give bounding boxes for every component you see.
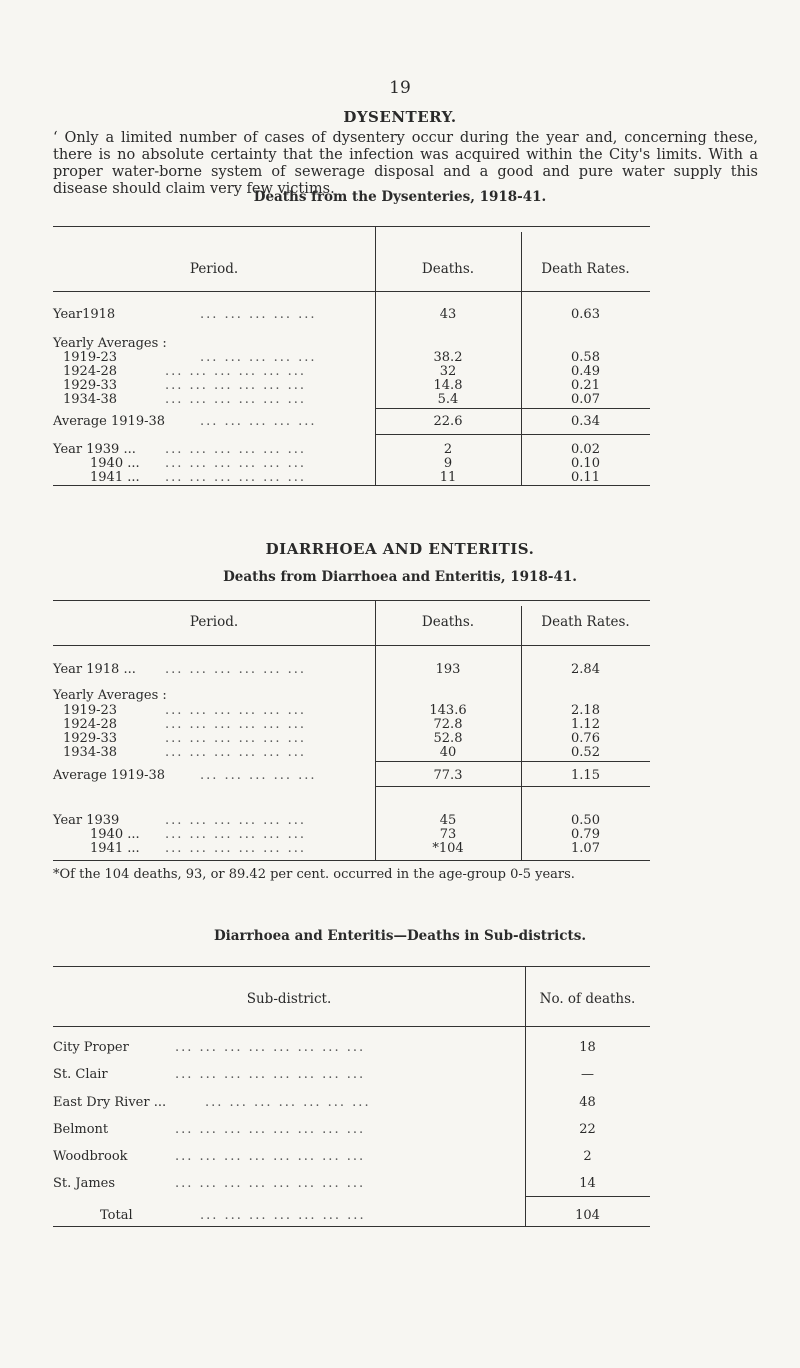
dysentery-header-period: Period. bbox=[189, 261, 239, 277]
diarrhoea-table-caption: Deaths from Diarrhoea and Enteritis, 1918-41. bbox=[223, 569, 577, 585]
subdistrict-table: Sub-district. No. of deaths. City Proper ... ... ... ... ... ... ... ... 18 St. Clair ... ... ... ... ... ... ... ... — East Dry River ... ... ... ... ... ... ... ... 48 Belmont ... ... ... ... ... ... ... ... 22 Woodbrook ... ... ... ... ... ... ... ... 2 St. James ... ... ... ... ... ... ... ... 14 Total ... ... ... ... ... ... ... 104 bbox=[0, 0, 800, 1300]
table-row-deaths: 9 bbox=[443, 456, 453, 471]
table-row-period: 1941 ... bbox=[90, 470, 140, 485]
dysentery-header-rates: Death Rates. bbox=[541, 261, 630, 277]
diarrhoea-header-period: Period. bbox=[189, 614, 239, 630]
table-row-period: Year 1939 ... bbox=[53, 442, 136, 457]
table-row-period: 1940 ... bbox=[90, 456, 140, 471]
table-row-deaths: 43 bbox=[439, 307, 457, 322]
dysentery-table-caption: Deaths from the Dysenteries, 1918-41. bbox=[253, 189, 547, 205]
list-item: St. James bbox=[53, 1176, 116, 1191]
list-item: Belmont bbox=[53, 1122, 109, 1137]
list-item: City Proper bbox=[53, 1040, 129, 1055]
table-row-deaths: 45 bbox=[439, 813, 457, 828]
table-row-deaths: 5.4 bbox=[437, 392, 459, 407]
table-row-rate: 1.12 bbox=[571, 717, 600, 732]
table-row-rate: 0.63 bbox=[571, 307, 600, 322]
list-item-deaths: 14 bbox=[579, 1176, 596, 1191]
table-row-deaths: 193 bbox=[435, 662, 461, 677]
table-row-period: 1941 ... bbox=[90, 841, 140, 856]
list-item-deaths: 22 bbox=[579, 1122, 596, 1137]
table-row-period: 1940 ... bbox=[90, 827, 140, 842]
table-row-rate: 0.58 bbox=[571, 350, 600, 365]
table-row-period: 1934-38 bbox=[63, 392, 118, 407]
table-row-period: 1924-28 bbox=[63, 364, 118, 379]
table-row-period: 1919-23 bbox=[63, 703, 118, 718]
diarrhoea-table: Period. Deaths. Death Rates. Year 1918 ... ... ... ... ... ... ... 193 2.84 Yearly Averages : 1919-23 ... ... ... ... ... ... 143.6 2.18 1924-28 ... ... ... ... ... ... 72.8 1.12 1929-33 ... ... ... ... ... ... 52.8 0.76 1934-38 ... ... ... ... ... ... 40 0.52 Average 1919-38 ... ... ... ... ... 77.3 1.15 Year 1939 ... ... ... ... ... ... 45 0.50 1940 ... ... ... ... ... ... ... 73 0.79 1941 ... ... ... ... ... ... ... *104 1.07 bbox=[0, 0, 800, 900]
table-row-deaths: 22.6 bbox=[433, 414, 463, 429]
table-row-period: Average 1919-38 bbox=[53, 768, 166, 783]
total-label: Total bbox=[100, 1208, 133, 1223]
dysentery-header-deaths: Deaths. bbox=[421, 261, 475, 277]
dysentery-heading: DYSENTERY. bbox=[343, 108, 457, 126]
table-row-deaths: 72.8 bbox=[433, 717, 463, 732]
list-item-deaths: 48 bbox=[579, 1095, 596, 1110]
table-row-rate: 1.15 bbox=[571, 768, 600, 783]
table-row-period: Year1918 bbox=[53, 307, 116, 322]
table-row-rate: 0.79 bbox=[571, 827, 600, 842]
table-row-deaths: 52.8 bbox=[433, 731, 463, 746]
table-row-period: Average 1919-38 bbox=[53, 414, 166, 429]
table-row-period: 1919-23 bbox=[63, 350, 118, 365]
table-row-rate: 0.07 bbox=[571, 392, 600, 407]
table-row-deaths: 38.2 bbox=[433, 350, 463, 365]
subdistrict-header-deaths: No. of deaths. bbox=[539, 991, 636, 1007]
table-row-period: 1934-38 bbox=[63, 745, 118, 760]
table-row-deaths: 143.6 bbox=[429, 703, 467, 718]
table-row-rate: 0.50 bbox=[571, 813, 600, 828]
table-row-rate: 0.11 bbox=[571, 470, 600, 485]
table-row-rate: 1.07 bbox=[571, 841, 600, 856]
table-row-period: Year 1918 ... bbox=[53, 662, 136, 677]
table-row-rate: 0.52 bbox=[571, 745, 600, 760]
list-item-deaths: 18 bbox=[579, 1040, 596, 1055]
diarrhoea-footnote: *Of the 104 deaths, 93, or 89.42 per cent. occurred in the age-group 0-5 years. bbox=[53, 867, 575, 882]
table-row-deaths: 40 bbox=[439, 745, 457, 760]
table-row-deaths: 32 bbox=[439, 364, 457, 379]
table-row-rate: 2.84 bbox=[571, 662, 600, 677]
table-row-period: Yearly Averages : bbox=[53, 336, 167, 351]
table-row-deaths: 77.3 bbox=[433, 768, 463, 783]
subdistrict-header-name: Sub-district. bbox=[246, 991, 332, 1007]
table-row-deaths: 2 bbox=[443, 442, 453, 457]
list-item-deaths: 2 bbox=[583, 1149, 592, 1164]
table-row-deaths: 73 bbox=[439, 827, 457, 842]
table-row-rate: 0.34 bbox=[571, 414, 600, 429]
table-row-deaths: 11 bbox=[439, 470, 457, 485]
table-row-period: 1929-33 bbox=[63, 731, 118, 746]
diarrhoea-heading: DIARRHOEA AND ENTERITIS. bbox=[265, 540, 535, 558]
table-row-rate: 0.76 bbox=[571, 731, 600, 746]
table-row-period: Year 1939 bbox=[53, 813, 120, 828]
subdistrict-table-caption: Diarrhoea and Enteritis—Deaths in Sub-districts. bbox=[213, 928, 587, 944]
table-row-rate: 2.18 bbox=[571, 703, 600, 718]
list-item: Woodbrook bbox=[53, 1149, 128, 1164]
dysentery-table: Period. Deaths. Death Rates. Year1918 ... ... ... ... ... 43 0.63 Yearly Averages : 1919-23 ... ... ... ... ... 38.2 0.58 1924-28 ... ... ... ... ... ... 32 0.49 1929-33 ... ... ... ... ... ... 14.8 0.21 1934-38 ... ... ... ... ... ... 5.4 0.07 Average 1919-38 ... ... ... ... ... 22.6 0.34 Year 1939 ... ... ... ... ... ... ... 2 0.02 1940 ... ... ... ... ... ... ... 9 0.10 1941 ... ... ... ... ... ... ... 11 0.11 bbox=[0, 0, 800, 500]
dysentery-paragraph: ‘ Only a limited number of cases of dysentery occur during the year and, concerning these, there is no absolute certainty that the infection was acquired within the City's limits. With a proper water-borne system of sewerage disposal and a good and pure water supply this disease should claim very few victims. bbox=[53, 130, 758, 197]
diarrhoea-header-rates: Death Rates. bbox=[541, 614, 630, 630]
table-row-period: 1929-33 bbox=[63, 378, 118, 393]
list-item-deaths: — bbox=[581, 1067, 594, 1082]
table-row-deaths: *104 bbox=[432, 841, 464, 856]
table-row-rate: 0.02 bbox=[571, 442, 600, 457]
table-row-rate: 0.10 bbox=[571, 456, 600, 471]
table-row-period: 1924-28 bbox=[63, 717, 118, 732]
list-item: St. Clair bbox=[53, 1067, 108, 1082]
table-row-deaths: 14.8 bbox=[433, 378, 463, 393]
table-row-period: Yearly Averages : bbox=[53, 688, 167, 703]
table-row-rate: 0.21 bbox=[571, 378, 600, 393]
total-value: 104 bbox=[575, 1208, 600, 1223]
list-item: East Dry River ... bbox=[53, 1095, 167, 1110]
table-row-rate: 0.49 bbox=[571, 364, 600, 379]
page-number: 19 bbox=[389, 78, 411, 98]
diarrhoea-header-deaths: Deaths. bbox=[421, 614, 475, 630]
